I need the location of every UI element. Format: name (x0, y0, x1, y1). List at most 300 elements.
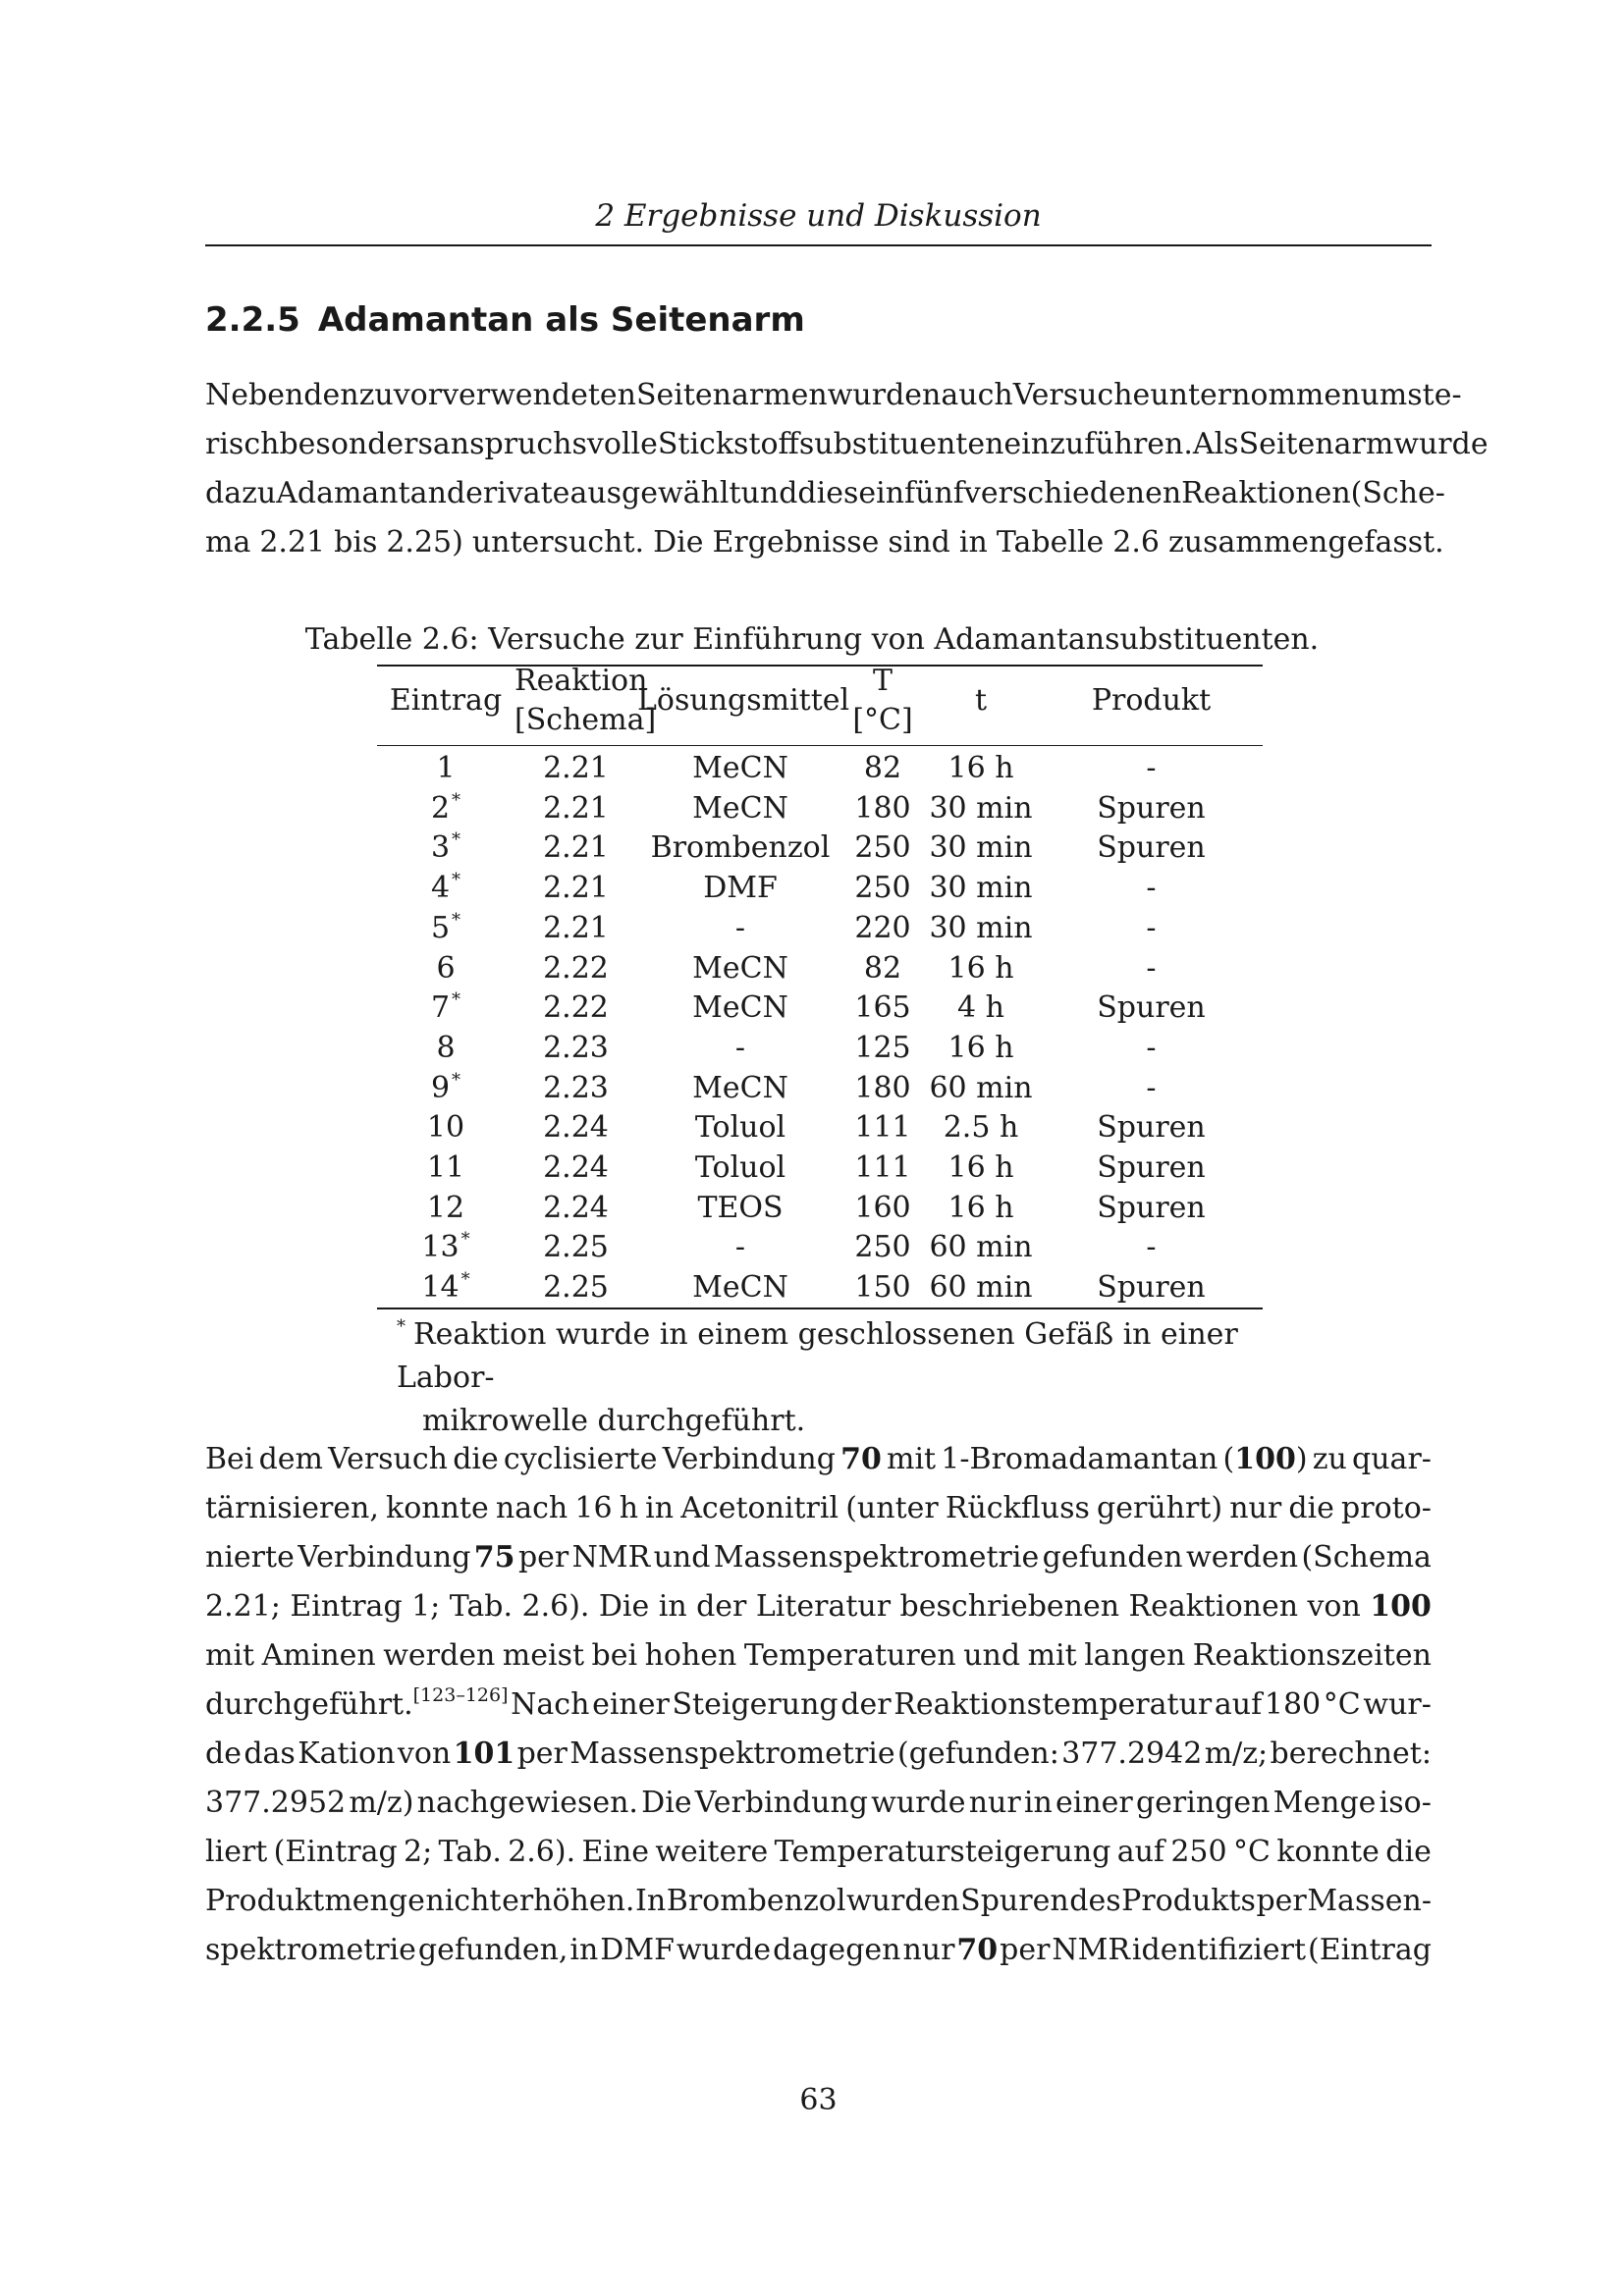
text-run: Rückfluss (945, 1491, 1090, 1525)
cell-entry-text: 6 (436, 950, 456, 986)
cell-product-text: - (1146, 950, 1157, 986)
text-run: nicht (425, 1884, 502, 1918)
cell-temp-text: 82 (863, 751, 902, 785)
text-run: Verbindung (298, 1540, 471, 1575)
word (1028, 1631, 1077, 1681)
word: Die (653, 525, 704, 560)
cell-temp (843, 1267, 922, 1308)
cell-entry-text: 3 (430, 830, 451, 866)
cell-temp-text: 111 (854, 1110, 911, 1146)
text-run: Versuch (328, 1442, 449, 1476)
text-run: 1; (411, 1589, 441, 1624)
word (504, 1435, 658, 1484)
word: 2.25) (386, 525, 463, 560)
word (1069, 1877, 1120, 1926)
cell-temp-text: 150 (854, 1270, 911, 1306)
cell-reaction (514, 868, 637, 908)
col-header-reaction (514, 662, 657, 740)
word (298, 1533, 470, 1582)
table-row (377, 1068, 1263, 1108)
text-run: Reaktionen (1128, 1589, 1299, 1624)
word: Versuche (1012, 378, 1151, 412)
text-run: der (840, 1687, 892, 1722)
word (349, 1779, 413, 1828)
text-run: (gefunden: (897, 1736, 1059, 1771)
word (1024, 1779, 1053, 1828)
word (592, 1631, 638, 1681)
word (900, 1582, 1120, 1631)
text-run: Die (598, 1589, 650, 1624)
word (1307, 1582, 1360, 1631)
cell-time (922, 1188, 1040, 1228)
text-run: m/z; (1204, 1736, 1269, 1771)
cell-temp (843, 948, 922, 988)
body-line (205, 1582, 1432, 1631)
word (1043, 1533, 1183, 1582)
text-run: h (619, 1491, 639, 1525)
table-row (377, 948, 1263, 988)
intro-line (205, 518, 1444, 567)
cell-product (1040, 1188, 1263, 1228)
word (502, 1877, 634, 1926)
cell-time (922, 1267, 1040, 1308)
word: den (303, 378, 359, 412)
cell-temp (843, 868, 922, 908)
body-line (205, 1484, 1432, 1533)
cell-product (1040, 1068, 1263, 1108)
word (1256, 1877, 1306, 1926)
text-run: per (1256, 1884, 1307, 1918)
word: bis (334, 525, 378, 560)
word (599, 1582, 649, 1631)
cell-product (1040, 1107, 1263, 1148)
word: diese (797, 476, 877, 510)
word (453, 1435, 499, 1484)
word: einzuführen. (1003, 427, 1193, 461)
word (645, 1484, 674, 1533)
compound-number: 70 (840, 1442, 882, 1476)
word (654, 1533, 711, 1582)
cell-time-text: 4 h (957, 990, 1004, 1026)
cell-time (922, 788, 1040, 828)
text-run: konnte (1276, 1835, 1380, 1869)
text-run: und (963, 1638, 1021, 1673)
word (1121, 1877, 1256, 1926)
compound-number: 100 (1234, 1442, 1296, 1476)
compound-number: 100 (1370, 1589, 1432, 1624)
word (1084, 1631, 1185, 1681)
text-run: weitere (655, 1835, 769, 1869)
word: anspruchsvolle (432, 427, 658, 461)
cell-temp (843, 788, 922, 828)
text-run: der (696, 1589, 747, 1624)
cell-time (922, 1148, 1040, 1188)
text-run: in (645, 1491, 675, 1525)
word: 2.21 (259, 525, 326, 560)
text-run: 2.21; (205, 1589, 281, 1624)
cell-time (922, 748, 1040, 788)
word (655, 1828, 768, 1877)
word: Adamantanderivate (276, 476, 570, 510)
text-run: mit (887, 1442, 937, 1476)
word (1380, 1779, 1432, 1828)
cell-time-text: 16 h (947, 1030, 1014, 1065)
cell-reaction-text: 2.24 (543, 1150, 609, 1185)
cell-temp (843, 1068, 922, 1108)
cell-solvent (637, 828, 843, 868)
table-top-rule (377, 665, 1263, 667)
word: Als (1192, 427, 1239, 461)
col-header-solvent: Lösungsmittel (637, 683, 850, 718)
text-run: von (397, 1736, 452, 1771)
cell-time (922, 1028, 1040, 1068)
text-run: zu (1312, 1442, 1347, 1476)
cell-entry-text: 10 (426, 1110, 465, 1146)
sealed-vessel-mark: * (452, 789, 461, 811)
text-run: °C (1232, 1835, 1271, 1869)
cell-product-text: Spuren (1097, 1190, 1206, 1225)
word (205, 1926, 416, 1975)
text-run: Temperatursteigerung (774, 1835, 1111, 1869)
cell-time-text: 60 min (929, 1230, 1033, 1265)
cell-entry (377, 1068, 514, 1108)
word (635, 1877, 666, 1926)
text-run: Spuren (960, 1884, 1069, 1918)
text-run: Acetonitril (680, 1491, 839, 1525)
text-run: Brombenzol (666, 1884, 846, 1918)
word (673, 1681, 839, 1730)
cell-temp-text: 111 (854, 1150, 911, 1185)
cell-entry (377, 788, 514, 828)
cell-temp (843, 1227, 922, 1267)
cell-solvent-text: MeCN (692, 790, 788, 826)
cell-entry (377, 1028, 514, 1068)
col-header-entry: Eintrag (389, 683, 503, 718)
cell-reaction (514, 1267, 637, 1308)
word: ste- (1407, 378, 1462, 412)
cell-solvent-text: MeCN (692, 990, 788, 1026)
text-run: geringen (1135, 1786, 1271, 1820)
word (1370, 1582, 1432, 1631)
cell-time-text: 30 min (929, 830, 1033, 866)
word: Neben (205, 378, 304, 412)
word (1136, 1779, 1271, 1828)
cell-entry-text: 11 (426, 1150, 465, 1185)
text-run: und (653, 1540, 711, 1575)
text-run: iso- (1379, 1786, 1432, 1820)
text-run: Massen- (1307, 1884, 1432, 1918)
text-run: auf (1116, 1835, 1165, 1869)
text-run: Reaktionstemperatur (893, 1687, 1213, 1722)
cell-reaction-text: 2.23 (543, 1030, 609, 1065)
text-run: ) (1295, 1442, 1308, 1476)
word (1215, 1681, 1262, 1730)
cell-entry-text: 1 (436, 751, 456, 785)
footnote-line2: mikrowelle durchgeführt. (422, 1404, 806, 1438)
word (1052, 1926, 1130, 1975)
word: dazu (205, 476, 277, 510)
cell-solvent-text: Brombenzol (650, 830, 831, 866)
cell-entry (377, 1188, 514, 1228)
text-run: NMR (571, 1540, 651, 1575)
word (1056, 1779, 1133, 1828)
text-run: die (1385, 1835, 1432, 1869)
cell-entry-text: 7 (430, 990, 451, 1026)
cell-product (1040, 868, 1263, 908)
word (259, 1435, 323, 1484)
compound-number: 70 (956, 1933, 999, 1967)
word (328, 1435, 448, 1484)
col-header-reaction-line1: Reaktion (514, 664, 648, 698)
col-header-temp (843, 662, 922, 740)
cell-product-text: - (1146, 1070, 1157, 1105)
cell-product (1040, 748, 1263, 788)
table-row (377, 1107, 1263, 1148)
word (641, 1779, 691, 1828)
cell-product-text: Spuren (1097, 790, 1206, 826)
text-run: 2.6). (521, 1589, 590, 1624)
cell-entry (377, 1227, 514, 1267)
word: ausgewählt (569, 476, 741, 510)
word (418, 1926, 568, 1975)
word (1186, 1533, 1298, 1582)
word (205, 1877, 425, 1926)
cell-time-text: 16 h (947, 751, 1014, 785)
compound-number: 75 (473, 1540, 515, 1575)
cell-reaction (514, 988, 637, 1028)
word (425, 1877, 501, 1926)
text-run: nierte (205, 1540, 295, 1575)
text-run: in (658, 1589, 687, 1624)
text-run: Produktmenge (205, 1884, 425, 1918)
cell-entry (377, 988, 514, 1028)
cell-solvent-text: TEOS (697, 1190, 784, 1225)
cell-solvent-text: Toluol (694, 1110, 786, 1146)
text-run: die (1288, 1491, 1334, 1525)
cell-temp (843, 1107, 922, 1148)
cell-entry (377, 908, 514, 948)
cell-temp-text: 125 (854, 1030, 911, 1065)
text-run: die (453, 1442, 499, 1476)
text-run: nur (1229, 1491, 1282, 1525)
cell-product (1040, 1028, 1263, 1068)
text-run: in (1023, 1786, 1053, 1820)
text-run: Eine (581, 1835, 650, 1869)
word (508, 1828, 575, 1877)
word (205, 1582, 281, 1631)
word (969, 1779, 1021, 1828)
word (592, 1681, 670, 1730)
cell-product-text: Spuren (1097, 990, 1206, 1026)
text-run: 180 (1264, 1687, 1322, 1722)
word (205, 1828, 267, 1877)
word (744, 1631, 956, 1681)
cell-time-text: 2.5 h (943, 1110, 1019, 1146)
body-line (205, 1926, 1432, 1975)
text-run: nach (495, 1491, 568, 1525)
word (511, 1681, 589, 1730)
cell-reaction (514, 1188, 637, 1228)
word (205, 1631, 254, 1681)
word (1265, 1681, 1321, 1730)
word: zuvor (358, 378, 443, 412)
cell-temp-text: 250 (854, 871, 911, 906)
col-header-time: t (974, 683, 988, 718)
word (1271, 1730, 1432, 1779)
cell-solvent (637, 908, 843, 948)
cell-entry-text: 2 (430, 790, 451, 826)
cell-product (1040, 828, 1263, 868)
word: unternommen (1150, 378, 1361, 412)
word (205, 1681, 509, 1730)
cell-product-text: Spuren (1097, 1270, 1206, 1306)
text-run: hohen (644, 1638, 737, 1673)
cell-temp (843, 1148, 922, 1188)
col-header-product: Produkt (1091, 683, 1212, 718)
word (383, 1631, 495, 1681)
table-bottom-rule (377, 1308, 1263, 1309)
cell-solvent-text: MeCN (692, 751, 788, 785)
text-run: Aminen (261, 1638, 376, 1673)
text-run: nachgewiesen. (416, 1786, 638, 1820)
word (503, 1631, 584, 1681)
cell-solvent (637, 868, 843, 908)
word (581, 1828, 649, 1877)
word (454, 1730, 515, 1779)
word (893, 1681, 1212, 1730)
text-run: per (517, 1540, 569, 1575)
word: (Sche- (1350, 476, 1445, 510)
word: fünf (904, 476, 964, 510)
word (946, 1484, 1090, 1533)
word (773, 1926, 900, 1975)
cell-reaction-text: 2.24 (543, 1110, 609, 1146)
word (1313, 1435, 1347, 1484)
section-heading (205, 291, 805, 349)
text-run: (Eintrag (1307, 1933, 1432, 1967)
cell-solvent-text: - (734, 1030, 746, 1065)
word: Reaktionen (1181, 476, 1351, 510)
cell-time-text: 60 min (929, 1070, 1033, 1105)
word (262, 1631, 376, 1681)
text-run: wurde (871, 1786, 966, 1820)
word: und (740, 476, 798, 510)
text-run: Massenspektrometrie (569, 1736, 895, 1771)
word: Seitenarm (1238, 427, 1394, 461)
word (680, 1484, 839, 1533)
sealed-vessel-mark: * (460, 1269, 470, 1291)
word (404, 1828, 432, 1877)
text-run: identifiziert (1131, 1933, 1307, 1967)
cell-temp-text: 250 (854, 830, 911, 866)
section-title: Adamantan als Seitenarm (317, 300, 805, 340)
word (1276, 1828, 1380, 1877)
cell-product (1040, 988, 1263, 1028)
word (887, 1435, 936, 1484)
text-run: bei (591, 1638, 638, 1673)
word (1363, 1681, 1431, 1730)
cell-entry (377, 868, 514, 908)
text-run: NMR (1052, 1933, 1130, 1967)
word (205, 1484, 379, 1533)
text-run: nur (968, 1786, 1021, 1820)
word: wurde (1393, 427, 1489, 461)
body-line (205, 1877, 1432, 1926)
text-run: langen (1084, 1638, 1186, 1673)
col-header-temp-line1: T (872, 664, 893, 698)
word (274, 1828, 398, 1877)
text-run: erhöhen. (502, 1884, 635, 1918)
cell-time (922, 828, 1040, 868)
word: wurden (827, 378, 942, 412)
cell-solvent-text: DMF (703, 871, 778, 906)
text-run: Tab. (449, 1589, 514, 1624)
sealed-vessel-mark: * (452, 1069, 461, 1091)
cell-temp-text: 220 (854, 910, 911, 945)
table-row (377, 1148, 1263, 1188)
word (1117, 1828, 1164, 1877)
word (600, 1926, 675, 1975)
cell-entry-text: 5 (430, 910, 451, 945)
cell-entry-text: 14 (421, 1270, 460, 1306)
cell-product-text: - (1146, 1030, 1157, 1065)
cell-product-text: - (1146, 1230, 1157, 1265)
cell-product-text: Spuren (1097, 1110, 1206, 1146)
cell-temp-text: 180 (854, 790, 911, 826)
text-run: von (1307, 1589, 1361, 1624)
sealed-vessel-mark: * (452, 829, 461, 851)
word (398, 1730, 451, 1779)
text-run: meist (502, 1638, 585, 1673)
text-run: ( (1222, 1442, 1235, 1476)
cell-time (922, 948, 1040, 988)
word (1341, 1484, 1432, 1533)
word (677, 1926, 771, 1975)
word (205, 1533, 295, 1582)
cell-reaction (514, 828, 637, 868)
cell-product (1040, 1227, 1263, 1267)
word (714, 1533, 1039, 1582)
text-run: durchgeführt. (205, 1687, 413, 1722)
text-run: gefunden, (417, 1933, 568, 1967)
cell-time-text: 30 min (929, 790, 1033, 826)
text-run: mit (1027, 1638, 1077, 1673)
word: auch (941, 378, 1013, 412)
text-run: spektrometrie (205, 1933, 416, 1967)
text-run: Bei (205, 1442, 254, 1476)
cell-product (1040, 788, 1263, 828)
word (205, 1779, 346, 1828)
col-header-reaction-line2: [Schema] (514, 703, 657, 737)
word (659, 1582, 687, 1631)
word (496, 1484, 568, 1533)
text-run: Kation (298, 1736, 396, 1771)
table-row (377, 1227, 1263, 1267)
word (1288, 1484, 1334, 1533)
cell-solvent (637, 1107, 843, 1148)
text-run: Menge (1272, 1786, 1377, 1820)
word (450, 1582, 513, 1631)
cell-reaction-text: 2.21 (543, 751, 609, 785)
table-row (377, 828, 1263, 868)
text-run: (unter (845, 1491, 939, 1525)
text-run: 250 (1170, 1835, 1227, 1869)
text-run: Die (641, 1786, 692, 1820)
word: Tabelle (996, 525, 1105, 560)
cell-solvent (637, 1267, 843, 1308)
word (569, 1730, 894, 1779)
cell-time (922, 988, 1040, 1028)
